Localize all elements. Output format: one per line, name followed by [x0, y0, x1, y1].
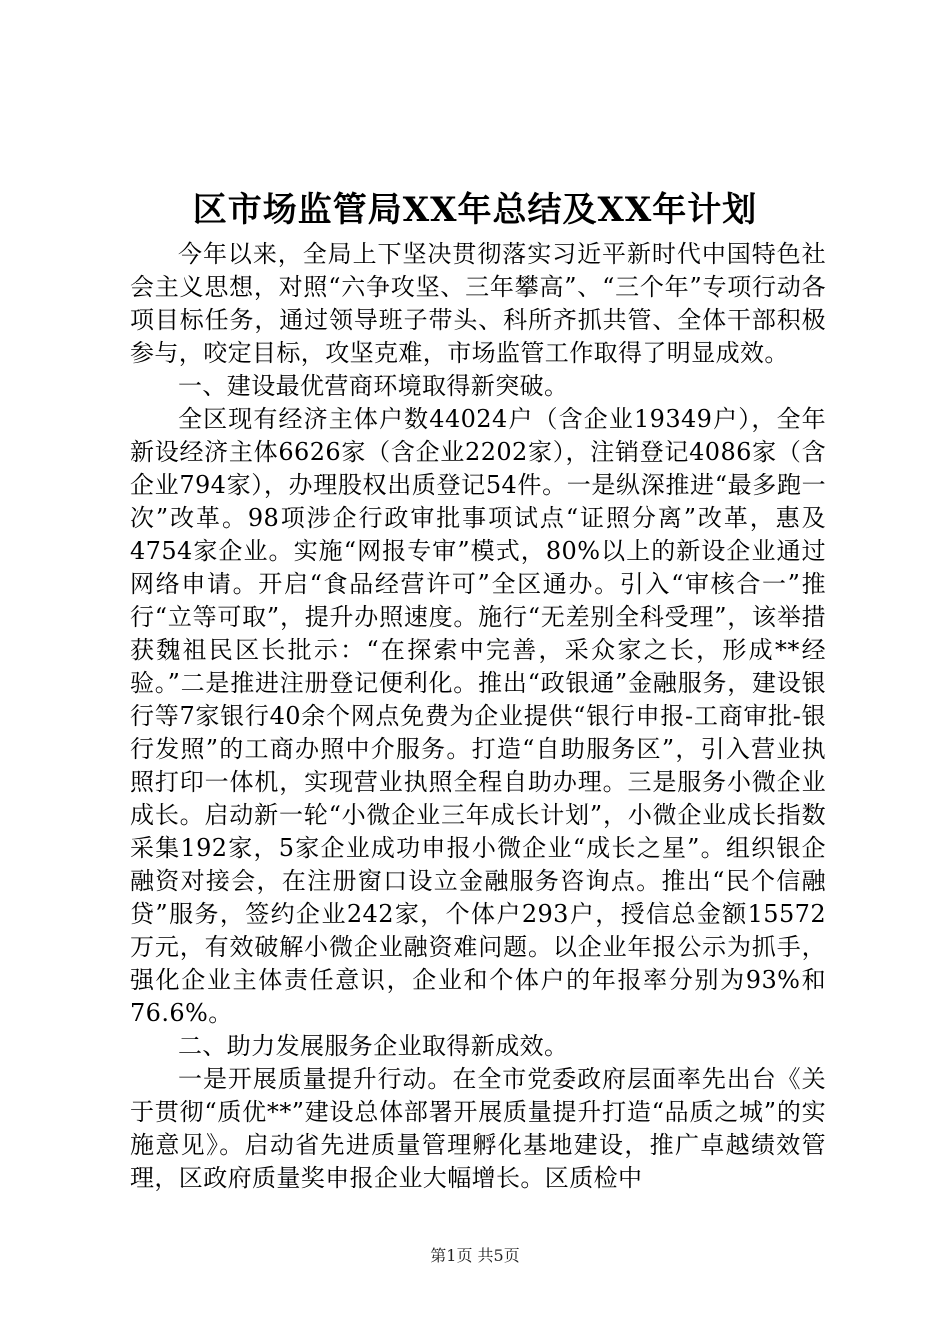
page-footer: 第1页 共5页: [430, 1246, 520, 1265]
paragraph-section-1: 全区现有经济主体户数44024户（含企业19349户），全年新设经济主体6626家（含企业2202家），注销登记4086家（含企业794家），办理股权出质登记54件。一是纵深推进“最多跑一次”改革。98项涉企行政审批事项试点“证照分离”改革，惠及4754家企业。实施“网报专审”模式，80%以上的新设企业通过网络申请。开启“食品经营许可”全区通办。引入“审核合一”推行“立等可取”，提升办照速度。施行“无差别全科受理”，该举措获魏祖民区长批示：“在探索中完善，采众家之长，形成**经验。”二是推进注册登记便利化。推出“政银通”金融服务，建设银行等7家银行40余个网点免费为企业提供“银行申报-工商审批-银行发照”的工商办照中介服务。打造“自助服务区”，引入营业执照打印一体机，实现营业执照全程自助办理。三是服务小微企业成长。启动新一轮“小微企业三年成长计划”，小微企业成长指数采集192家，5家企业成功申报小微企业“成长之星”。组织银企融资对接会，在注册窗口设立金融服务咨询点。推出“民个信融贷”服务，签约企业242家，个体户293户，授信总金额15572万元，有效破解小微企业融资难问题。以企业年报公示为抓手，强化企业主体责任意识，企业和个体户的年报率分别为93%和76.6%。: [130, 405, 826, 1027]
document-body: [130, 238, 826, 1195]
paragraph-section-2: 一是开展质量提升行动。在全市党委政府层面率先出台《关于贯彻“质优**”建设总体部署开展质量提升打造“品质之城”的实施意见》。启动省先进质量管理孵化基地建设，推广卓越绩效管理，区政府质量奖申报企业大幅增长。区质检中: [130, 1065, 826, 1192]
section-heading-2: 二、助力发展服务企业取得新成效。: [178, 1032, 569, 1060]
document-title: 区市场监管局XX年总结及XX年计划: [192, 190, 758, 230]
section-heading-1: 一、建设最优营商环境取得新突破。: [178, 372, 569, 400]
paragraph-intro: 今年以来，全局上下坚决贯彻落实习近平新时代中国特色社会主义思想，对照“六争攻坚、三年攀高”、“三个年”专项行动各项目标任务，通过领导班子带头、科所齐抓共管、全体干部积极参与，咬定目标，攻坚克难，市场监管工作取得了明显成效。: [130, 240, 826, 367]
